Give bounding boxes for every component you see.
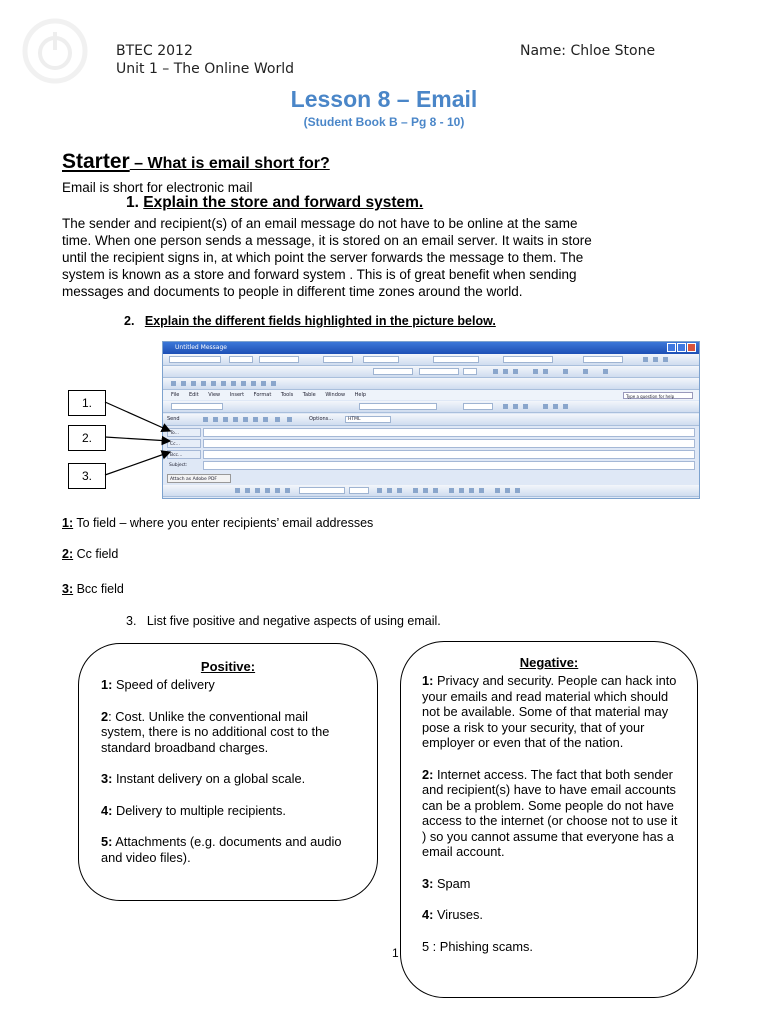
callout-box-2: 2. [68,425,106,451]
subject-field-label: Subject: [169,463,188,468]
to-field-label: To... [167,428,201,437]
positive-item: 4: Delivery to multiple recipients. [101,802,286,818]
help-search-box: Type a question for help [623,392,693,399]
callout-box-1: 1. [68,390,106,416]
section1-line: The sender and recipient(s) of an email message do not have to be online at the same [62,216,578,231]
section1-line: system is known as a store and forward system . This is of great benefit when sending [62,267,577,282]
menu-format: Format [253,392,272,398]
positive-title: Positive: [200,659,256,674]
positive-item: 3: Instant delivery on a global scale. [101,771,306,786]
menu-insert: Insert [229,392,245,398]
negative-item: 4: Viruses. [422,907,483,922]
answer-1-text: To field – where you enter recipients’ email addresses [73,516,374,530]
section3-heading [126,614,441,628]
menu-file: File [171,392,180,398]
student-name: Name: Chloe Stone [520,43,656,59]
page-number: 1 [392,946,399,960]
starter-heading-rest: – What is email short for? [129,155,330,172]
arrow-1 [105,402,170,431]
answer-3-text: Bcc field [73,582,124,596]
positive-item: 1: Speed of delivery [101,677,215,692]
send-button-label: Send [167,416,180,422]
window-title: Untitled Message [175,344,227,351]
section1-line: messages and documents to people in different time zones around the world. [62,284,523,299]
course-label: BTEC 2012 [116,43,193,59]
answer-3-num: 3: [62,582,74,596]
positive-item: 2: Cost. Unlike the conventional mail system, there is no additional cost to the standard broadband charges. [101,708,330,755]
menu-window: Window [325,392,346,398]
section1-heading-text: Explain the store and forward system. [143,194,424,211]
answer-1 [62,516,373,530]
menu-tools: Tools [280,392,294,398]
section2-heading-text: Explain the different fields highlighted in the picture below. [144,314,496,328]
answer-2-num: 2: [62,547,74,561]
attach-pdf-button: Attach as Adobe PDF [167,474,231,483]
menu-table: Table [302,392,316,398]
bcc-field-label: Bcc... [167,450,201,459]
section1-number: 1. [126,194,139,211]
options-label: Options... [309,416,334,422]
negative-title: Negative: [519,655,579,670]
page-subtitle: (Student Book B – Pg 8 - 10) [303,115,465,129]
callout-box-3: 3. [68,463,106,489]
unit-label: Unit 1 – The Online World [116,61,294,77]
answer-3 [62,582,124,596]
arrow-2 [105,437,170,441]
page-title: Lesson 8 – Email [290,86,478,112]
section2-number: 2. [124,314,135,328]
positive-list [101,677,351,865]
arrow-3 [105,452,170,475]
positive-item: 5: Attachments (e.g. documents and audio and video files). [101,834,342,865]
answer-1-num: 1: [62,516,74,530]
answer-2-text: Cc field [73,547,119,561]
negative-item: 2: Internet access. The fact that both sender and recipient(s) have to have email accounts can be a problem. Some people do not have access to the internet (or choose not to use it ) so you cannot assume that everyone has a email account. [422,766,678,859]
negative-item: 5 : Phishing scams. [422,938,533,954]
negative-item: 3: Spam [422,875,471,891]
menu-view: View [208,392,221,398]
cc-field-label: Cc... [167,439,201,448]
section1-line: time. When one person sends a message, it is stored on an email server. It waits in store [62,233,592,248]
section1-line: until the recipient signs in, at which point the server forwards the message to them. The [62,250,584,265]
negative-item: 1: Privacy and security. People can hack into your emails and read material which should not be available. Some of that material may pose a risk to your security, that of your employer or even that of the nation. [422,673,677,750]
section3-number: 3. [126,614,137,628]
section3-heading-text: List five positive and negative aspects of using email. [146,614,441,628]
starter-answer: Email is short for electronic mail [62,180,253,195]
format-select: HTML [345,416,391,423]
menu-help: Help [354,392,367,398]
negative-list [422,673,678,954]
starter-heading-big: Starter [62,150,130,173]
answer-2 [62,547,118,561]
menu-edit: Edit [188,392,199,398]
